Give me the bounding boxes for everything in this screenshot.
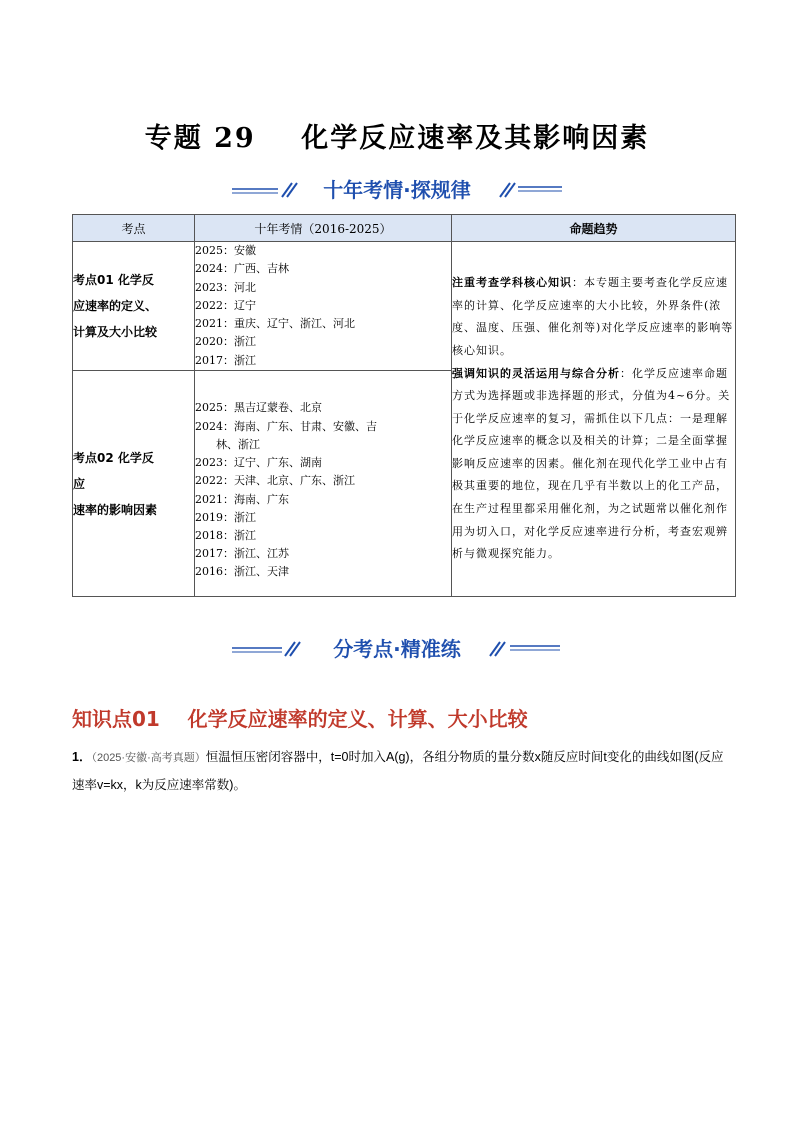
banner-practice [0,634,794,664]
year-entry: 2025：黑吉辽蒙卷、北京 [195,401,322,415]
year-entry: 2025：安徽 [195,244,256,258]
banner-label: 分考点·精准练 [333,637,461,661]
year-entry: 2017：浙江 [195,353,256,367]
trend-bold-2: 强调知识的灵活运用与综合分析 [452,366,620,380]
kaodian-cell: 考点02 化学反 应 速率的影响因素 [73,371,195,597]
question-text: 恒温恒压密闭容器中，t=0时加入A(g)，各组分物质的量分数x随反应时间t变化的曲线如图(反应速率v=kx，k为反应速率常数)。 [72,750,724,792]
trend-text-2: ：化学反应速率命题方式为选择题或非选择题的形式，分值为4~6分。关于化学反应速率的复习，需抓住以下几点：一是理解化学反应速率的概念以及相关的计算；二是全面掌握影响反应速率的因素。催化剂在现代化学工业中占有极其重要的地位，现在几乎有半数以上的化工产品，在生产过程里都采用催化剂，为之试题常以催化剂作用为切入口，对化学反应速率进行分析，考查宏观辨析与微观探究能力。 [452,366,731,561]
question-1 [72,744,732,799]
header-years: 十年考情（2016-2025） [195,215,452,242]
year-entry: 2020：浙江 [195,335,256,349]
document-title: 专题 29 化学反应速率及其影响因素 [144,123,650,154]
year-entry: 2016：浙江、天津 [195,565,289,579]
table-header-row [73,215,736,242]
year-entry: 2024：海南、广东、甘肃、安徽、吉 林、浙江 [195,419,377,451]
header-kaodian: 考点 [73,215,195,242]
trend-cell [452,242,736,597]
year-entry: 2024：广西、吉林 [195,262,289,276]
year-entry: 2019：浙江 [195,510,256,524]
banner-exam-history [0,175,794,205]
year-entry: 2021：海南、广东 [195,492,289,506]
question-number: 1． [72,750,92,764]
exam-summary-table [72,214,736,597]
trend-text-1: ：本专题主要考查化学反应速率的计算、化学反应速率的大小比较，外界条件(浓度、温度、压强、催化剂等)对化学反应速率的影响等核心知识。 [452,276,734,357]
year-entry: 2018：浙江 [195,528,256,542]
year-entry: 2023：辽宁、广东、湖南 [195,456,322,470]
trend-bold-1: 注重考查学科核心知识 [452,276,572,290]
banner-label: 十年考情·探规律 [323,178,471,202]
year-entry: 2023：河北 [195,280,256,294]
question-source: （2025·安徽·高考真题） [91,752,206,764]
header-trend: 命题趋势 [452,215,736,242]
years-cell [195,371,452,597]
year-entry: 2021：重庆、辽宁、浙江、河北 [195,317,355,331]
table-row [73,242,736,371]
year-entry: 2022：辽宁 [195,298,256,312]
kaodian-cell: 考点01 化学反 应速率的定义、 计算及大小比较 [73,242,195,371]
year-entry: 2022：天津、北京、广东、浙江 [195,474,355,488]
section-heading: 知识点01 化学反应速率的定义、计算、大小比较 [72,707,528,731]
years-cell [195,242,452,371]
year-entry: 2017：浙江、江苏 [195,547,289,561]
